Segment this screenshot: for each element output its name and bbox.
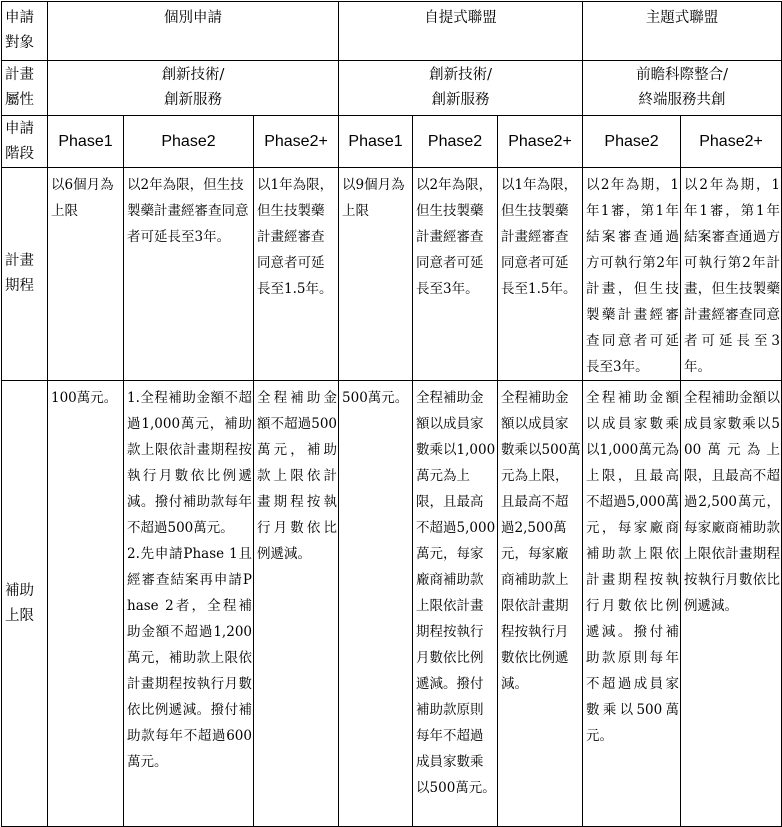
period-cell: 以2年為期，1年1審，第1年結案審查通過方可執行第2年計畫，但生技製藥計畫經審查同意者可延長至3年。 <box>681 168 782 381</box>
subsidy-row <box>2 381 782 827</box>
phase-cell: Phase2+ <box>498 116 583 168</box>
subsidy-cell: 500萬元。 <box>339 381 413 827</box>
program-comparison-table <box>1 1 782 827</box>
label-stage: 申請階段 <box>2 116 48 168</box>
group-self-alliance: 自提式聯盟 <box>339 2 583 61</box>
period-cell: 以2年為限，但生技製藥計畫經審查同意者可延長至3年。 <box>124 168 254 381</box>
subsidy-cell: 全程補助金額以成員家數乘以500萬元為上限，且最高不超過2,500萬元，每家廠商補助款上限依計畫期程按執行月數依比例遞減。 <box>498 381 583 827</box>
subsidy-cell: 全程補助金額以成員家數乘以500萬元為上限，且最高不超過2,500萬元，每家廠商補助款上限依計畫期程按執行月數依比例遞減。 <box>681 381 782 827</box>
group-individual: 個別申請 <box>48 2 339 61</box>
subsidy-cell: 全程補助金額以成員家數乘以1,000萬元為上限，且最高不超過5,000萬元，每家廠商補助款上限依計畫期程按執行月數依比例遞減。撥付補助款原則每年不超過成員家數乘以500萬元。 <box>583 381 681 827</box>
period-cell: 以9個月為上限 <box>339 168 413 381</box>
subsidy-cell: 全程補助金額以成員家數乘以1,000萬元為上限，且最高不超過5,000萬元，每家廠商補助款上限依計畫期程按執行月數依比例遞減。撥付補助款原則每年不超過成員家數乘以500萬元。 <box>413 381 498 827</box>
phase-cell: Phase2 <box>413 116 498 168</box>
subsidy-cell: 1.全程補助金額不超過1,000萬元，補助款上限依計畫期程按執行月數依比例遞減。撥付補助款每年不超過500萬元。 2.先申請Phase 1且經審查結案再申請Phase 2者，全程補助金額不超過1,200萬元，補助款上限依計畫期程按執行月數依比例遞減。撥付補助款每年不超過600萬元。 <box>124 381 254 827</box>
label-subsidy: 補助上限 <box>2 381 48 827</box>
label-attribute: 計畫屬性 <box>2 61 48 116</box>
phase-row <box>2 116 782 168</box>
phase-cell: Phase2+ <box>681 116 782 168</box>
header-row <box>2 2 782 61</box>
period-cell: 以1年為限，但生技製藥計畫經審查同意者可延長至1.5年。 <box>254 168 339 381</box>
phase-cell: Phase2 <box>583 116 681 168</box>
phase-cell: Phase1 <box>48 116 124 168</box>
attribute-line: 創新服務 <box>431 92 490 108</box>
attribute-line: 終端服務共創 <box>638 92 726 108</box>
attribute-self-alliance <box>339 61 583 116</box>
phase-cell: Phase2+ <box>254 116 339 168</box>
period-cell: 以2年為期，1年1審，第1年結案審查通過方可執行第2年計畫，但生技製藥計畫經審查同意者可延長至3年。 <box>583 168 681 381</box>
attribute-line: 創新技術/ <box>429 67 492 83</box>
attribute-line: 創新技術/ <box>161 67 225 83</box>
phase-cell: Phase2 <box>124 116 254 168</box>
attribute-line: 前瞻科際整合/ <box>636 67 728 83</box>
attribute-theme-alliance <box>583 61 782 116</box>
subsidy-cell: 全程補助金額不超過500萬元，補助款上限依計畫期程按執行月數依比例遞減。 <box>254 381 339 827</box>
period-cell: 以2年為限，但生技製藥計畫經審查同意者可延長至3年。 <box>413 168 498 381</box>
period-cell: 以1年為限，但生技製藥計畫經審查同意者可延長至1.5年。 <box>498 168 583 381</box>
group-theme-alliance: 主題式聯盟 <box>583 2 782 61</box>
attribute-row <box>2 61 782 116</box>
phase-cell: Phase1 <box>339 116 413 168</box>
label-applicant: 申請對象 <box>2 2 48 61</box>
attribute-individual <box>48 61 339 116</box>
subsidy-cell: 100萬元。 <box>48 381 124 827</box>
attribute-line: 創新服務 <box>164 92 223 108</box>
label-period: 計畫期程 <box>2 168 48 381</box>
period-row <box>2 168 782 381</box>
period-cell: 以6個月為上限 <box>48 168 124 381</box>
